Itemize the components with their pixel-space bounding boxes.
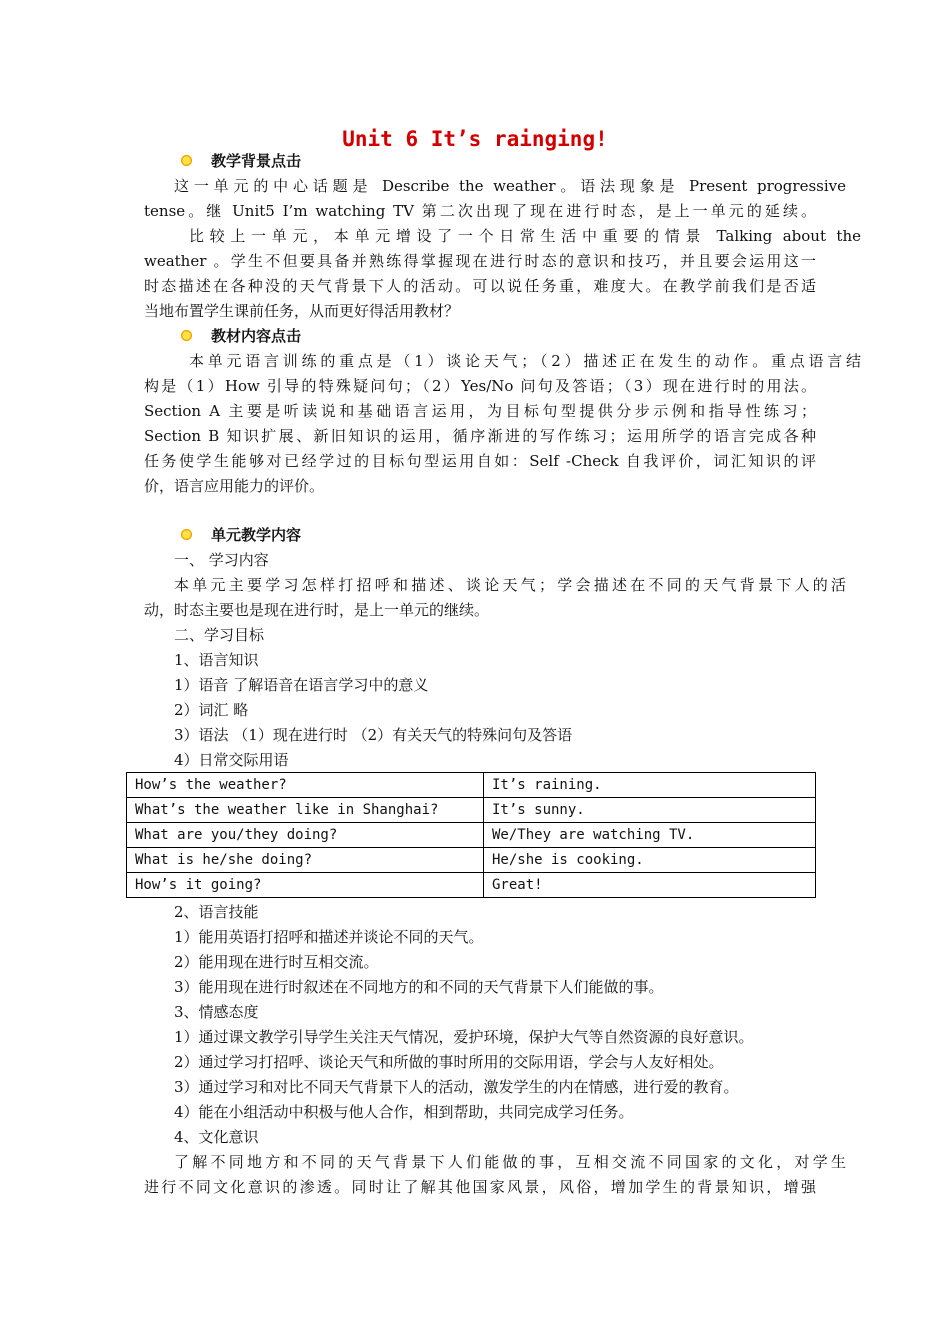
table-row	[127, 823, 816, 848]
answer-cell: It’s raining.	[484, 773, 816, 798]
question-cell: What’s the weather like in Shanghai?	[127, 798, 484, 823]
list-line: 3）通过学习和对比不同天气背景下人的活动，激发学生的内在情感，进行爱的教育。	[174, 1078, 739, 1096]
answer-cell: Great!	[484, 873, 816, 898]
list-line: 1）能用英语打招呼和描述并谈论不同的天气。	[174, 928, 484, 946]
heading-text: 教学背景点击	[211, 152, 302, 170]
list-line: 1）通过课文教学引导学生关注天气情况，爱护环境，保护大气等自然资源的良好意识。	[174, 1028, 754, 1046]
list-line: 2）能用现在进行时互相交流。	[174, 953, 379, 971]
list-line: 4）能在小组活动中积极与他人合作，相到帮助，共同完成学习任务。	[174, 1103, 634, 1121]
paragraph-line: 任务使学生能够对已经学过的目标句型运用自如：Self -Check 自我评价，词汇知识的评	[144, 452, 816, 470]
sun-bullet-icon	[180, 329, 193, 342]
paragraph-line: 当地布置学生课前任务，从而更好得活用教材？	[144, 302, 460, 320]
answer-cell: We/They are watching TV.	[484, 823, 816, 848]
question-cell: What are you/they doing?	[127, 823, 484, 848]
list-line: 2、语言技能	[174, 903, 259, 921]
document-title: Unit 6 It’s rainging!	[342, 127, 608, 151]
paragraph-line: tense。继 Unit5 I’m watching TV 第二次出现了现在进行时态，是上一单元的延续。	[144, 202, 816, 220]
list-line: 二、学习目标	[174, 626, 265, 644]
sun-bullet-icon	[180, 154, 193, 167]
list-line: 3）能用现在进行时叙述在不同地方的和不同的天气背景下人们能做的事。	[174, 978, 664, 996]
paragraph-line: 这一单元的中心话题是 Describe the weather。语法现象是 Present progressive	[174, 177, 846, 195]
heading-text: 单元教学内容	[211, 526, 302, 544]
list-line: 1）语音 了解语音在语言学习中的意义	[174, 676, 429, 694]
paragraph-line: 比较上一单元，本单元增设了一个日常生活中重要的情景 Talking about the	[189, 227, 861, 245]
list-line: 一、 学习内容	[174, 551, 269, 569]
section-heading-background	[180, 149, 301, 174]
list-line: 3）语法 （1）现在进行时 （2）有关天气的特殊问句及答语	[174, 726, 573, 744]
paragraph-line: 本单元主要学习怎样打招呼和描述、谈论天气；学会描述在不同的天气背景下人的活	[174, 576, 846, 594]
heading-text: 教材内容点击	[211, 327, 302, 345]
question-cell: How’s the weather?	[127, 773, 484, 798]
section-heading-content	[180, 324, 301, 349]
paragraph-line: 了解不同地方和不同的天气背景下人们能做的事，互相交流不同国家的文化，对学生	[174, 1153, 846, 1171]
sun-bullet-icon	[180, 528, 193, 541]
list-line: 4、文化意识	[174, 1128, 259, 1146]
expressions-table	[126, 772, 816, 898]
answer-cell: It’s sunny.	[484, 798, 816, 823]
paragraph-line: weather 。学生不但要具备并熟练得掌握现在进行时态的意识和技巧，并且要会运用这一	[144, 252, 816, 270]
section-heading-unit	[180, 523, 301, 548]
paragraph-line: Section B 知识扩展、新旧知识的运用，循序渐进的写作练习；运用所学的语言完成各种	[144, 427, 816, 445]
paragraph-line: 构是（1）How 引导的特殊疑问句；（2）Yes/No 问句及答语；（3）现在进行时的用法。	[144, 377, 816, 395]
table-row	[127, 773, 816, 798]
question-cell: How’s it going?	[127, 873, 484, 898]
paragraph-line: 进行不同文化意识的渗透。同时让了解其他国家风景，风俗，增加学生的背景知识，增强	[144, 1178, 816, 1196]
question-cell: What is he/she doing?	[127, 848, 484, 873]
table-row	[127, 873, 816, 898]
table-row	[127, 848, 816, 873]
answer-cell: He/she is cooking.	[484, 848, 816, 873]
paragraph-line: 动，时态主要也是现在进行时，是上一单元的继续。	[144, 601, 490, 619]
list-line: 4）日常交际用语	[174, 751, 289, 769]
list-line: 2）词汇 略	[174, 701, 249, 719]
table-row	[127, 798, 816, 823]
paragraph-line: Section A 主要是听读说和基础语言运用，为目标句型提供分步示例和指导性练习；	[144, 402, 816, 420]
list-line: 3、情感态度	[174, 1003, 259, 1021]
list-line: 1、语言知识	[174, 651, 259, 669]
paragraph-line: 时态描述在各种没的天气背景下人的活动。可以说任务重，难度大。在教学前我们是否适	[144, 277, 816, 295]
paragraph-line: 本单元语言训练的重点是（1）谈论天气；（2）描述正在发生的动作。重点语言结	[189, 352, 861, 370]
paragraph-line: 价，语言应用能力的评价。	[144, 477, 325, 495]
list-line: 2）通过学习打招呼、谈论天气和所做的事时所用的交际用语，学会与人友好相处。	[174, 1053, 724, 1071]
